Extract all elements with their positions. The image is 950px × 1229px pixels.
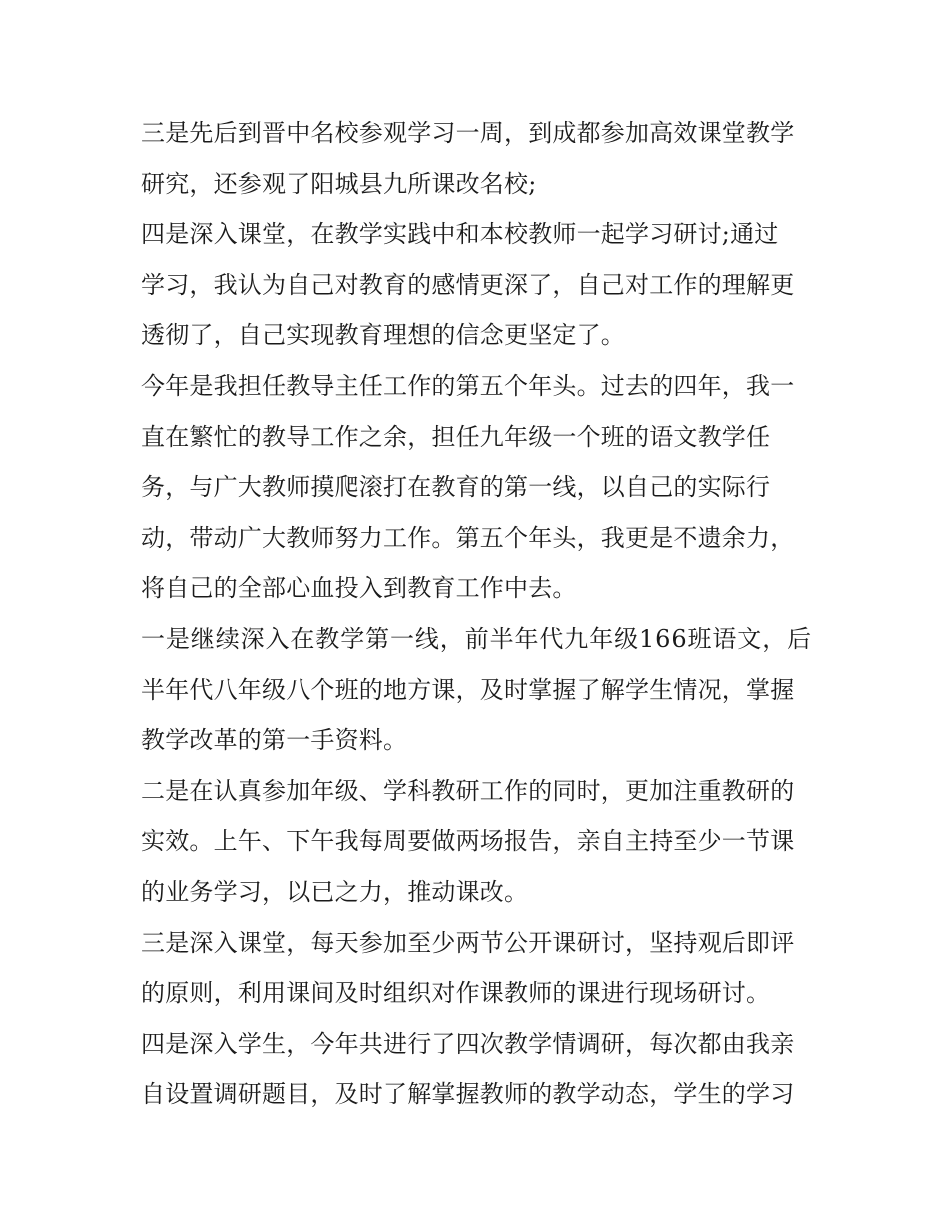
text-line-2: 研究，还参观了阳城县九所课改名校; [141,169,537,198]
text-line-7: 直在繁忙的教导工作之余，担任九年级一个班的语文教学任 [141,422,771,451]
text-line-13: 教学改革的第一手资料。 [141,726,408,755]
text-line-9: 动，带动广大教师努力工作。第五个年头，我更是不遗余力， [141,523,795,552]
text-line-4: 学习，我认为自己对教育的感情更深了，自己对工作的理解更 [141,270,795,299]
text-line-15: 实效。上午、下午我每周要做两场报告，亲自主持至少一节课 [141,827,795,856]
text-line-6: 今年是我担任教导主任工作的第五个年头。过去的四年，我一 [141,371,795,400]
text-line-10: 将自己的全部心血投入到教育工作中去。 [141,574,577,603]
text-line-3: 四是深入课堂，在教学实践中和本校教师一起学习研讨;通过 [141,220,779,249]
text-line-16: 的业务学习，以已之力，推动课改。 [141,877,529,906]
text-line-1: 三是先后到晋中名校参观学习一周，到成都参加高效课堂教学 [141,119,795,147]
text-line-14: 二是在认真参加年级、学科教研工作的同时，更加注重教研的 [141,776,795,805]
text-line-20: 自设置调研题目，及时了解掌握教师的教学动态，学生的学习 [141,1080,795,1109]
text-line-18: 的原则，利用课间及时组织对作课教师的课进行现场研讨。 [141,979,771,1008]
text-line-19: 四是深入学生，今年共进行了四次教学情调研，每次都由我亲 [141,1029,795,1058]
document-body [141,108,821,1120]
text-line-8: 务，与广大教师摸爬滚打在教育的第一线，以自己的实际行 [141,473,771,502]
text-line-5: 透彻了，自己实现教育理想的信念更坚定了。 [141,321,625,350]
text-line-12: 半年代八年级八个班的地方课，及时掌握了解学生情况，掌握 [141,675,795,704]
text-line-17: 三是深入课堂，每天参加至少两节公开课研讨，坚持观后即评 [141,928,795,957]
text-line-11: 一是继续深入在教学第一线，前半年代九年级166班语文，后 [141,624,813,653]
